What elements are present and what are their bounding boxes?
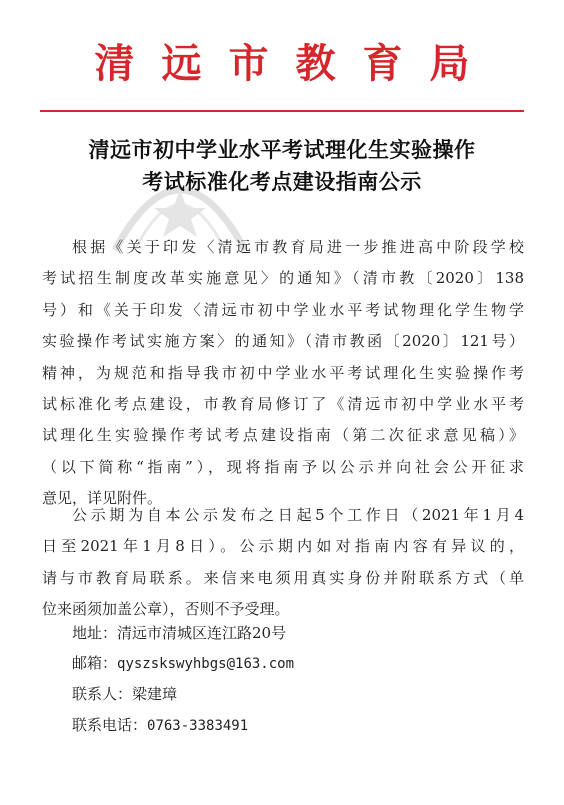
paragraph-line: 日至2021年1月8日）。公示期内如对指南内容有异议的，	[42, 537, 524, 556]
paragraph-line: 试理化生实验操作考试考点建设指南（第二次征求意见稿）》	[42, 426, 524, 445]
paragraph-line: 考试招生制度改革实施意见〉的通知》（清市教〔2020〕138	[42, 269, 524, 288]
paragraph-line: 精神，为规范和指导我市初中学业水平考试理化生实验操作考	[42, 363, 524, 382]
contact-phone	[72, 714, 248, 735]
contact-person	[72, 683, 177, 704]
paragraph-line: 公示期为自本公示发布之日起5个工作日（2021年1月4	[72, 506, 524, 524]
person-value: 梁建璋	[132, 685, 178, 703]
address-label: 地址：	[72, 624, 118, 642]
contact-address	[72, 622, 286, 643]
paragraph-line: 号）和《关于印发〈清远市初中学业水平考试物理化学生物学	[42, 300, 524, 319]
paragraph-line: （以下简称“指南”），现将指南予以公示并向社会公开征求	[42, 457, 524, 476]
phone-value: 0763-3383491	[147, 718, 249, 734]
address-value: 清远市清城区连江路20号	[117, 624, 287, 642]
paragraph-line: 实验操作考试实施方案〉的通知》（清市教函〔2020〕121号）	[42, 332, 524, 351]
body-paragraph-2	[42, 500, 524, 626]
person-label: 联系人：	[72, 685, 133, 703]
letterhead-rule	[40, 110, 524, 112]
email-value: qyszskswyhbgs@163.com	[117, 656, 295, 672]
document-title-line-2: 考试标准化考点建设指南公示	[142, 170, 422, 194]
document-title-line-1: 清远市初中学业水平考试理化生实验操作	[88, 138, 476, 162]
paragraph-line: 意见，详见附件。	[42, 489, 163, 508]
paragraph-line: 请与市教育局联系。来信来电须用真实身份并附联系方式（单	[42, 568, 524, 587]
paragraph-line: 位来函须加盖公章），否则不予受理。	[42, 600, 290, 619]
paragraph-line: 根据《关于印发〈清远市教育局进一步推进高中阶段学校	[72, 238, 524, 256]
body-paragraph-1	[42, 232, 524, 515]
contact-email	[72, 652, 294, 673]
phone-label: 联系电话：	[72, 716, 148, 734]
email-label: 邮箱：	[72, 654, 118, 672]
paragraph-line: 试标准化考点建设，市教育局修订了《清远市初中学业水平考	[42, 395, 524, 414]
letterhead-org-name: 清远市教育局	[94, 40, 497, 87]
